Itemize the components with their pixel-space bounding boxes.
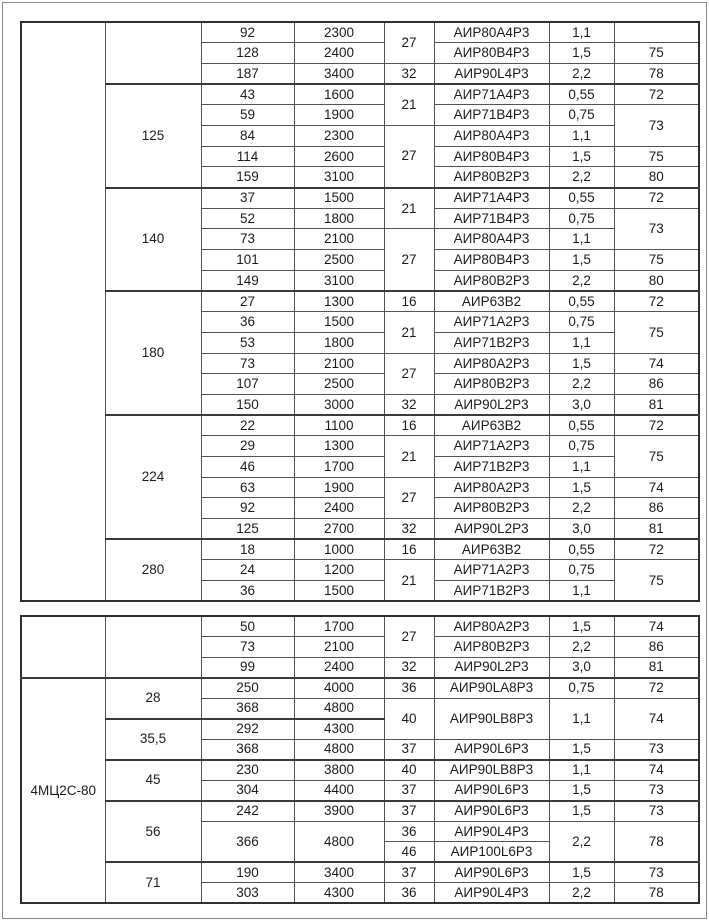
cell: 190 (201, 862, 294, 883)
cell: 43 (201, 84, 294, 105)
cell: 159 (201, 167, 294, 188)
cell: АИР90L2Р3 (434, 394, 549, 415)
cell: 53 (201, 332, 294, 353)
cell: АИР80В2Р3 (434, 270, 549, 291)
cell: 84 (201, 125, 294, 146)
cell: 27 (384, 353, 434, 394)
cell: 2100 (294, 353, 384, 374)
cell: 45 (105, 760, 201, 801)
cell: 1300 (294, 291, 384, 312)
cell: 21 (384, 84, 434, 125)
cell: АИР80А4Р3 (434, 229, 549, 250)
cell: АИР100L6Р3 (434, 842, 549, 863)
table-row (21, 415, 699, 436)
cell: 52 (201, 208, 294, 229)
cell: 2300 (294, 125, 384, 146)
cell: 4800 (294, 739, 384, 760)
cell: 37 (384, 801, 434, 822)
cell: 0,55 (549, 188, 614, 209)
cell: АИР80А2Р3 (434, 353, 549, 374)
cell: АИР80В4Р3 (434, 146, 549, 167)
cell: 2400 (294, 657, 384, 678)
cell: 74 (614, 760, 699, 781)
cell: 81 (614, 394, 699, 415)
cell: АИР71А4Р3 (434, 188, 549, 209)
cell: 29 (201, 436, 294, 457)
cell: 3,0 (549, 519, 614, 540)
cell: 2300 (294, 22, 384, 43)
cell: 27 (384, 125, 434, 187)
cell: АИР80А2Р3 (434, 477, 549, 498)
cell: 2500 (294, 250, 384, 271)
cell: 46 (201, 456, 294, 477)
cell: 80 (614, 270, 699, 291)
cell: 32 (384, 519, 434, 540)
cell: АИР90L6Р3 (434, 862, 549, 883)
cell: 0,75 (549, 312, 614, 333)
cell: АИР71В2Р3 (434, 581, 549, 602)
cell: 72 (614, 678, 699, 699)
cell: 1900 (294, 105, 384, 126)
table-row (21, 801, 699, 822)
cell: 75 (614, 436, 699, 477)
cell: 114 (201, 146, 294, 167)
cell: 3400 (294, 862, 384, 883)
cell: 140 (105, 188, 201, 291)
cell: 0,75 (549, 560, 614, 581)
cell: 18 (201, 539, 294, 560)
table-row (21, 539, 699, 560)
cell: 86 (614, 498, 699, 519)
cell (105, 22, 201, 84)
cell: 78 (614, 883, 699, 904)
cell: 36 (201, 312, 294, 333)
cell: 1,5 (549, 801, 614, 822)
cell: 2,2 (549, 374, 614, 395)
table-row (21, 678, 699, 699)
cell: АИР71В2Р3 (434, 332, 549, 353)
cell: 1,1 (549, 332, 614, 353)
cell: 73 (201, 637, 294, 658)
cell: 32 (384, 657, 434, 678)
table-row (21, 291, 699, 312)
cell: 75 (614, 560, 699, 601)
cell (614, 22, 699, 43)
cell: 2,2 (549, 637, 614, 658)
cell: АИР90L2Р3 (434, 657, 549, 678)
cell: АИР90L4Р3 (434, 883, 549, 904)
cell: 75 (614, 146, 699, 167)
cell: 92 (201, 22, 294, 43)
cell: 81 (614, 657, 699, 678)
cell: 24 (201, 560, 294, 581)
cell: 2600 (294, 146, 384, 167)
cell: 150 (201, 394, 294, 415)
cell: АИР80А4Р3 (434, 22, 549, 43)
cell: 1,1 (549, 760, 614, 781)
cell: 101 (201, 250, 294, 271)
cell: АИР71А2Р3 (434, 560, 549, 581)
cell: 1,5 (549, 353, 614, 374)
cell: 36 (384, 883, 434, 904)
cell: 21 (384, 560, 434, 601)
cell: 180 (105, 291, 201, 415)
cell: 1,5 (549, 43, 614, 64)
cell: 2700 (294, 519, 384, 540)
cell: 2,2 (549, 167, 614, 188)
cell: 187 (201, 63, 294, 84)
cell: 36 (384, 678, 434, 699)
cell: 37 (201, 188, 294, 209)
cell: 368 (201, 698, 294, 719)
cell: 74 (614, 698, 699, 739)
cell: 86 (614, 374, 699, 395)
cell: 72 (614, 188, 699, 209)
cell: 2100 (294, 229, 384, 250)
cell: 0,75 (549, 678, 614, 699)
cell: 4300 (294, 883, 384, 904)
cell: 92 (201, 498, 294, 519)
cell: 1700 (294, 616, 384, 637)
cell: 27 (384, 616, 434, 657)
cell: 280 (105, 539, 201, 601)
table-row (21, 188, 699, 209)
cell: 22 (201, 415, 294, 436)
cell: 3,0 (549, 657, 614, 678)
cell: 125 (201, 519, 294, 540)
upper-table (20, 21, 700, 602)
cell: 1200 (294, 560, 384, 581)
cell: 3100 (294, 270, 384, 291)
cell: 27 (384, 229, 434, 291)
cell: 250 (201, 678, 294, 699)
cell: АИР90LB8Р3 (434, 698, 549, 739)
cell: 3,0 (549, 394, 614, 415)
lower-table (20, 615, 700, 904)
cell: 4300 (294, 719, 384, 740)
cell: 1,5 (549, 780, 614, 801)
cell: 2400 (294, 43, 384, 64)
cell: 27 (201, 291, 294, 312)
cell: 40 (384, 698, 434, 739)
cell: 1,1 (549, 229, 614, 250)
cell: 1100 (294, 415, 384, 436)
cell: 3900 (294, 801, 384, 822)
cell: 73 (614, 780, 699, 801)
cell: 0,75 (549, 436, 614, 457)
cell: 73 (201, 229, 294, 250)
cell: 16 (384, 415, 434, 436)
cell: АИР63В2 (434, 539, 549, 560)
cell: АИР71А2Р3 (434, 436, 549, 457)
cell: 3400 (294, 63, 384, 84)
cell: 73 (614, 862, 699, 883)
cell: 0,55 (549, 291, 614, 312)
cell: 78 (614, 63, 699, 84)
cell: 1,1 (549, 581, 614, 602)
cell: 75 (614, 312, 699, 353)
cell: 72 (614, 539, 699, 560)
cell: 72 (614, 291, 699, 312)
cell: 1,1 (549, 456, 614, 477)
table-row (21, 760, 699, 781)
cell: 1600 (294, 84, 384, 105)
cell: 2,2 (549, 498, 614, 519)
cell: АИР80В2Р3 (434, 498, 549, 519)
cell: 0,75 (549, 105, 614, 126)
cell: 1,5 (549, 146, 614, 167)
cell: 1,5 (549, 250, 614, 271)
cell: АИР80В2Р3 (434, 637, 549, 658)
cell: 63 (201, 477, 294, 498)
table-row (21, 22, 699, 43)
cell (21, 616, 105, 678)
cell: АИР71В2Р3 (434, 456, 549, 477)
cell: 2,2 (549, 883, 614, 904)
cell: 73 (201, 353, 294, 374)
cell: 75 (614, 43, 699, 64)
cell: 73 (614, 208, 699, 249)
cell: 242 (201, 801, 294, 822)
cell: 36 (384, 821, 434, 842)
cell: 1,5 (549, 862, 614, 883)
cell: 40 (384, 760, 434, 781)
cell: 1700 (294, 456, 384, 477)
cell: 224 (105, 415, 201, 539)
cell: 71 (105, 862, 201, 903)
cell: 2100 (294, 637, 384, 658)
cell: АИР80В2Р3 (434, 167, 549, 188)
cell: 73 (614, 739, 699, 760)
cell: 4400 (294, 780, 384, 801)
cell: 0,75 (549, 208, 614, 229)
table-row (21, 862, 699, 883)
cell: 1500 (294, 312, 384, 333)
cell (105, 616, 201, 678)
cell: 1500 (294, 188, 384, 209)
cell: АИР80В4Р3 (434, 250, 549, 271)
cell: 230 (201, 760, 294, 781)
cell: АИР80А4Р3 (434, 125, 549, 146)
cell: АИР90L4Р3 (434, 63, 549, 84)
cell: 36 (201, 581, 294, 602)
cell: 72 (614, 84, 699, 105)
cell: 3100 (294, 167, 384, 188)
cell: 27 (384, 477, 434, 518)
cell: 37 (384, 780, 434, 801)
cell: АИР90L6Р3 (434, 801, 549, 822)
cell: АИР90L2Р3 (434, 519, 549, 540)
cell: 149 (201, 270, 294, 291)
cell: 304 (201, 780, 294, 801)
cell: 2400 (294, 498, 384, 519)
cell: 56 (105, 801, 201, 863)
cell: 1000 (294, 539, 384, 560)
cell: 3000 (294, 394, 384, 415)
cell: 73 (614, 105, 699, 146)
cell: АИР71А2Р3 (434, 312, 549, 333)
cell: 74 (614, 616, 699, 637)
cell: 35,5 (105, 719, 201, 760)
cell: 4800 (294, 698, 384, 719)
cell: 1,1 (549, 698, 614, 739)
cell: 366 (201, 821, 294, 862)
cell: 0,55 (549, 539, 614, 560)
cell: 46 (384, 842, 434, 863)
cell: 80 (614, 167, 699, 188)
cell: 0,55 (549, 415, 614, 436)
cell: 72 (614, 415, 699, 436)
cell: 303 (201, 883, 294, 904)
cell: 1300 (294, 436, 384, 457)
cell: 50 (201, 616, 294, 637)
cell: АИР71А4Р3 (434, 84, 549, 105)
cell: 128 (201, 43, 294, 64)
cell: 2,2 (549, 63, 614, 84)
cell: 16 (384, 291, 434, 312)
cell: 74 (614, 353, 699, 374)
cell: 125 (105, 84, 201, 187)
cell: АИР63В2 (434, 291, 549, 312)
cell: АИР71В4Р3 (434, 208, 549, 229)
cell: АИР90L6Р3 (434, 780, 549, 801)
cell: АИР90LB8Р3 (434, 760, 549, 781)
cell: 4МЦ2С-80 (21, 678, 105, 904)
cell: 292 (201, 719, 294, 740)
cell: 73 (614, 801, 699, 822)
cell: 37 (384, 739, 434, 760)
cell: 1800 (294, 332, 384, 353)
cell: 32 (384, 394, 434, 415)
cell: АИР90L4Р3 (434, 821, 549, 842)
cell: 368 (201, 739, 294, 760)
table-row (21, 84, 699, 105)
cell: 16 (384, 539, 434, 560)
cell: 1,5 (549, 477, 614, 498)
cell: 81 (614, 519, 699, 540)
cell: АИР90LA8Р3 (434, 678, 549, 699)
cell: 86 (614, 637, 699, 658)
cell: 1,5 (549, 616, 614, 637)
cell (21, 22, 105, 601)
cell: АИР90L6Р3 (434, 739, 549, 760)
cell: 1,5 (549, 739, 614, 760)
cell: 78 (614, 821, 699, 862)
cell: 21 (384, 436, 434, 477)
cell: 99 (201, 657, 294, 678)
table-row (21, 616, 699, 637)
cell: 75 (614, 250, 699, 271)
cell: 74 (614, 477, 699, 498)
cell: 2,2 (549, 270, 614, 291)
cell: 1,1 (549, 125, 614, 146)
cell: АИР80А2Р3 (434, 616, 549, 637)
cell: АИР63В2 (434, 415, 549, 436)
cell: 59 (201, 105, 294, 126)
cell: 21 (384, 312, 434, 353)
cell: АИР80В2Р3 (434, 374, 549, 395)
cell: 32 (384, 63, 434, 84)
cell: 2500 (294, 374, 384, 395)
cell: АИР71В4Р3 (434, 105, 549, 126)
cell: 1,1 (549, 22, 614, 43)
cell: 1900 (294, 477, 384, 498)
cell: 28 (105, 678, 201, 719)
cell: 2,2 (549, 821, 614, 862)
cell: 0,55 (549, 84, 614, 105)
cell: 1500 (294, 581, 384, 602)
cell: 4800 (294, 821, 384, 862)
cell: 1800 (294, 208, 384, 229)
cell: 21 (384, 188, 434, 229)
cell: 4000 (294, 678, 384, 699)
cell: АИР80В4Р3 (434, 43, 549, 64)
cell: 27 (384, 22, 434, 63)
cell: 107 (201, 374, 294, 395)
cell: 3800 (294, 760, 384, 781)
cell: 37 (384, 862, 434, 883)
